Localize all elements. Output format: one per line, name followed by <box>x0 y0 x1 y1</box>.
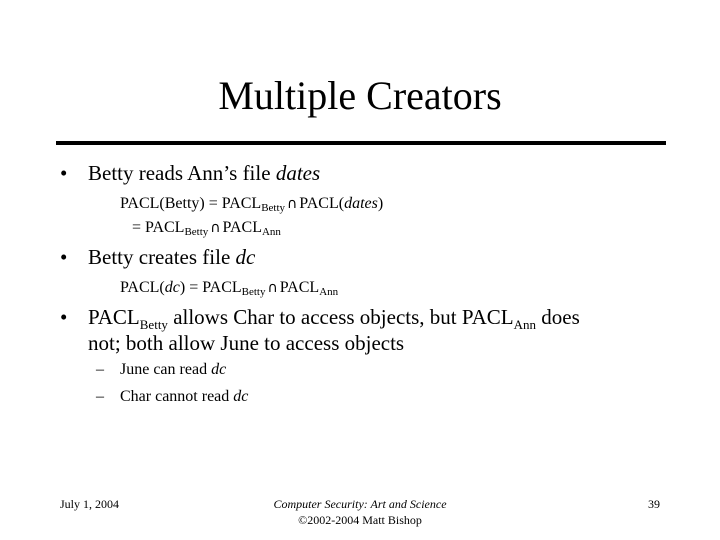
bullet-text-continuation: not; both allow June to access objects <box>88 331 405 355</box>
slide-title: Multiple Creators <box>218 73 502 118</box>
footer-copyright: ©2002-2004 Matt Bishop <box>298 513 422 527</box>
formula-line-1: PACL(Betty) = $PACL_{Betty}$ ∩ PACL(dates) <box>120 195 384 214</box>
bullet-marker: • <box>60 305 68 329</box>
dash-marker: – <box>96 388 104 405</box>
formula-line-3: PACL(dc) = $PACL_{Betty}$ ∩ $PACL_{Ann}$ <box>120 279 339 298</box>
bullet-marker: • <box>60 245 68 269</box>
bullet-text: Betty creates file dc <box>88 245 256 269</box>
title-divider <box>56 141 666 145</box>
footer-course <box>210 496 510 528</box>
dash-text: Char cannot read dc <box>120 388 249 405</box>
bullet-marker: • <box>60 161 68 185</box>
intersection-symbol: ∩ <box>267 280 278 296</box>
bullet-text: Betty reads Ann’s file dates <box>88 161 321 185</box>
dash-marker: – <box>96 361 104 378</box>
intersection-symbol: ∩ <box>287 196 298 212</box>
dash-text: June can read dc <box>120 361 227 378</box>
bullet-text: $PACL_{Betty}$ allows Char to access objects, but $PACL_{Ann}$ does <box>88 305 580 332</box>
footer-date: July 1, 2004 <box>60 497 120 511</box>
formula-line-2: = $PACL_{Betty}$ ∩ $PACL_{Ann}$ <box>132 219 281 238</box>
footer-course-title: Computer Security: Art and Science <box>273 497 447 511</box>
page-number: 39 <box>648 497 660 511</box>
intersection-symbol: ∩ <box>210 220 221 236</box>
